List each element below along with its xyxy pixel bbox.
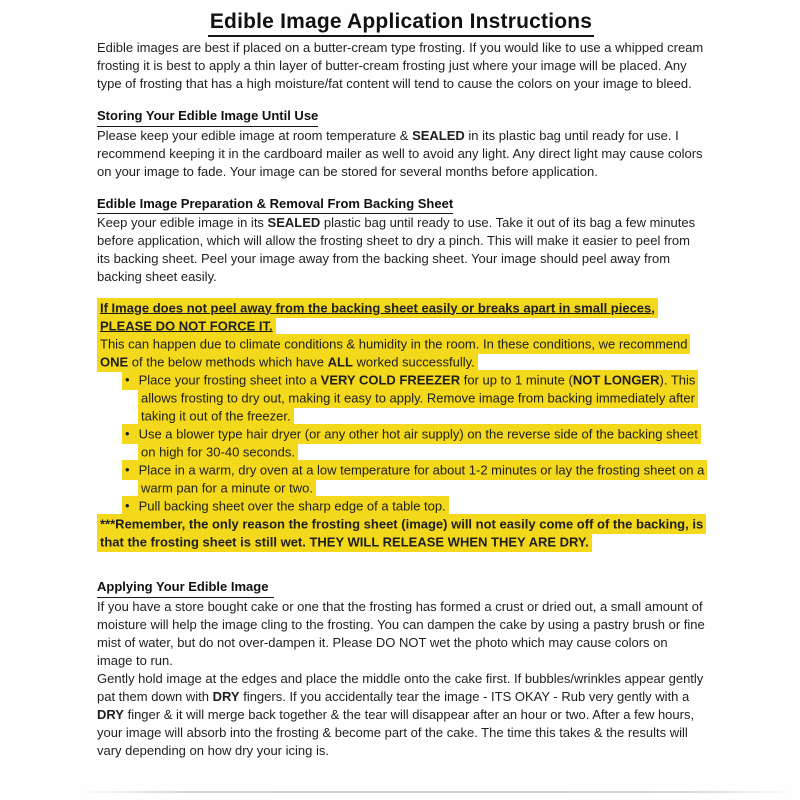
warning-headline: If Image does not peel away from the backing sheet easily or breaks apart in small pieces, PLEASE DO NOT FORCE IT. bbox=[97, 298, 658, 336]
preparation-section-heading bbox=[97, 195, 705, 215]
method-hair-dryer-text: Use a blower type hair dryer (or any other hot air supply) on the reverse side of the backing sheet on high for 30-40 seconds. bbox=[138, 426, 698, 459]
page-scan-edge-line bbox=[80, 791, 796, 793]
methods-list bbox=[97, 371, 705, 515]
applying-section-heading bbox=[97, 578, 705, 598]
bullet-icon bbox=[125, 426, 139, 441]
applying-bold-dry-1: DRY bbox=[212, 688, 240, 704]
warning-intro-bold-all: ALL bbox=[327, 354, 353, 369]
warning-headline-paragraph bbox=[97, 299, 705, 335]
preparation-paragraph bbox=[97, 214, 705, 286]
method-freezer-text-1: Place your frosting sheet into a bbox=[138, 372, 321, 387]
storing-text-1: Please keep your edible image at room temperature & bbox=[97, 127, 413, 143]
storing-text-2: in its plastic bag until ready for use. I recommend keeping it in the cardboard mailer as well to avoid any light. Any direct light may cause colors on your image to fade. Your image can be stored for several months before application. bbox=[97, 127, 703, 179]
warning-intro-bold-one: ONE bbox=[100, 354, 129, 369]
method-freezer-bold-2: NOT LONGER bbox=[572, 372, 660, 387]
warning-intro-text-2: of the below methods which have bbox=[128, 354, 328, 369]
remember-note-paragraph bbox=[97, 515, 705, 551]
warning-intro bbox=[97, 334, 690, 372]
applying-paragraph-2 bbox=[97, 670, 705, 760]
storing-paragraph bbox=[97, 127, 705, 181]
applying-heading-text: Applying Your Edible Image bbox=[97, 578, 274, 598]
bullet-icon bbox=[125, 372, 139, 387]
title-row bbox=[97, 10, 705, 37]
storing-section-heading bbox=[97, 107, 705, 127]
document-title: Edible Image Application Instructions bbox=[208, 10, 594, 37]
warning-intro-text-1: This can happen due to climate conditions & humidity in the room. In these conditions, we recommend bbox=[100, 336, 688, 351]
preparation-text-2: plastic bag until ready to use. Take it out of its bag a few minutes before application, which will allow the frosting sheet to dry a pinch. This will make it easier to peel from its backing sheet. Peel your image away from the backing sheet. Your image should peel away from backing sheet easily. bbox=[97, 215, 696, 284]
warning-section bbox=[97, 299, 705, 551]
method-item-hair-dryer bbox=[97, 425, 705, 461]
method-item-warm-oven bbox=[97, 461, 705, 497]
remember-note: ***Remember, the only reason the frosting sheet (image) will not easily come off of the backing, is that the frosting sheet is still wet. THEY WILL RELEASE WHEN THEY ARE DRY. bbox=[97, 514, 706, 552]
applying-text-2: fingers. If you accidentally tear the image - ITS OKAY - Rub very gently with a bbox=[239, 688, 690, 704]
method-freezer-bold-1: VERY COLD FREEZER bbox=[320, 372, 461, 387]
bullet-icon bbox=[125, 462, 139, 477]
preparation-text-1: Keep your edible image in its bbox=[97, 215, 268, 230]
method-table-edge-text: Pull backing sheet over the sharp edge of a table top. bbox=[138, 498, 446, 513]
storing-heading-text: Storing Your Edible Image Until Use bbox=[97, 107, 318, 127]
storing-bold-sealed: SEALED bbox=[412, 127, 465, 143]
applying-text-3: finger & it will merge back together & the tear will disappear after an hour or two. After a few hours, your image will absorb into the frosting & become part of the cake. The time this takes & the results will vary depending on how dry your icing is. bbox=[97, 706, 695, 758]
intro-paragraph: Edible images are best if placed on a butter-cream type frosting. If you would like to use a whipped cream frosting it is best to apply a thin layer of butter-cream frosting just where your image will be placed. Any type of frosting that has a high moisture/fat content will tend to cause the colors on your image to bleed. bbox=[97, 40, 704, 91]
method-freezer-text-3: ). This allows frosting to dry out, making it easy to apply. Remove image from backing immediately after taking it out of the freezer. bbox=[141, 372, 696, 423]
preparation-bold-sealed: SEALED bbox=[267, 215, 321, 230]
applying-paragraph-1: If you have a store bought cake or one that the frosting has formed a crust or dried out, a small amount of moisture will help the image cling to the frosting. You can dampen the cake by using a pastry brush or fine mist of water, but do not over-dampen it. Please DO NOT wet the photo which may cause colors on image to run. bbox=[97, 598, 705, 668]
method-item-table-edge bbox=[97, 497, 705, 515]
applying-text-1: Gently hold image at the edges and place the middle onto the cake first. If bubbles/wrinkles appear gently pat them down with bbox=[97, 670, 704, 704]
method-item-freezer bbox=[97, 371, 705, 425]
warning-intro-paragraph bbox=[97, 335, 705, 371]
method-warm-oven-text: Place in a warm, dry oven at a low temperature for about 1-2 minutes or lay the frosting sheet on a warm pan for a minute or two. bbox=[138, 462, 705, 495]
warning-intro-text-3: worked successfully. bbox=[352, 354, 475, 369]
method-freezer-text-2: for up to 1 minute ( bbox=[460, 372, 573, 387]
bullet-icon bbox=[125, 498, 139, 513]
applying-bold-dry-2: DRY bbox=[97, 706, 124, 722]
preparation-heading-text: Edible Image Preparation & Removal From Backing Sheet bbox=[97, 195, 453, 215]
